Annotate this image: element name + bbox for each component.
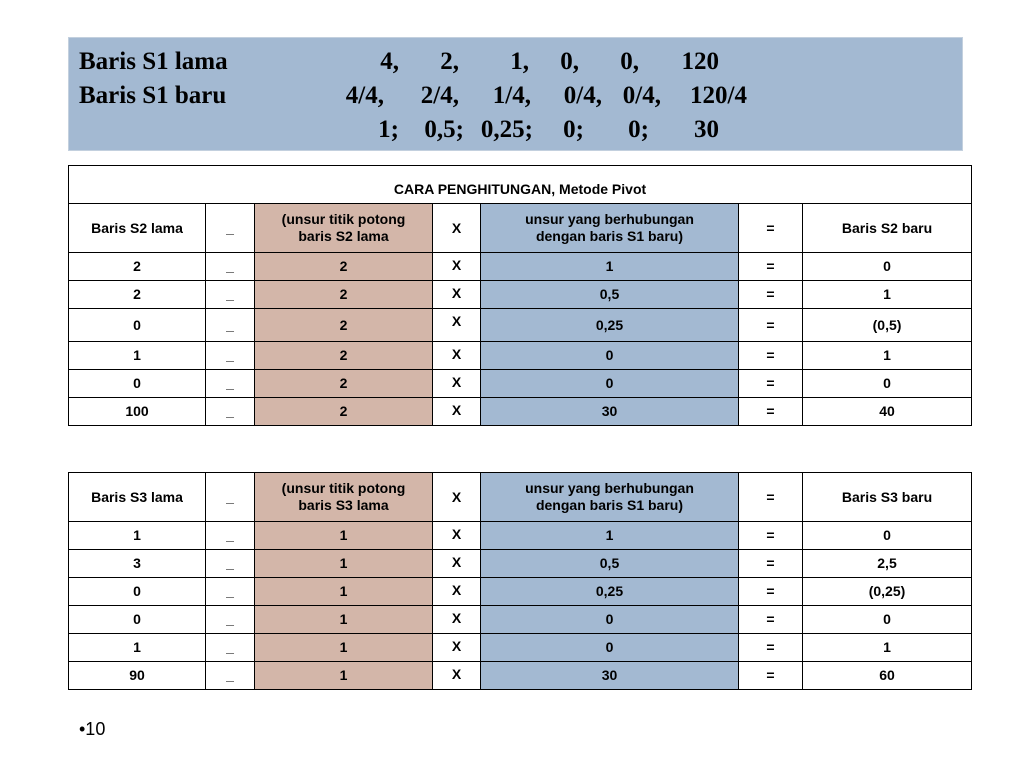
table-cell: _ <box>206 370 255 398</box>
table-cell: 1 <box>255 662 433 690</box>
table-cell: X <box>433 578 481 606</box>
table-cell: 0 <box>481 606 739 634</box>
table-cell: X <box>433 550 481 578</box>
table-cell: 1 <box>803 634 972 662</box>
table-cell: 1 <box>69 634 206 662</box>
table-cell: 30 <box>481 662 739 690</box>
table-cell: 1 <box>255 606 433 634</box>
table-cell: 100 <box>69 398 206 426</box>
pivot-table-s3 <box>68 472 972 690</box>
header-row-value: 120/4 <box>690 82 747 109</box>
header-row-value: 120 <box>681 48 719 75</box>
table-cell: = <box>739 370 803 398</box>
table-cell: 3 <box>69 550 206 578</box>
header-row-value: 2/4, <box>420 82 459 109</box>
table-cell: X <box>433 309 481 342</box>
header-cell: unsur yang berhubungan dengan baris S1 baru) <box>481 473 739 522</box>
table-cell: 1 <box>255 634 433 662</box>
header-row-value: 0/4, <box>622 82 661 109</box>
header-row-value: 0,25; <box>480 116 533 143</box>
table-cell: 2 <box>255 398 433 426</box>
table-title: CARA PENGHITUNGAN, Metode Pivot <box>69 166 972 204</box>
table-row <box>69 253 972 281</box>
table-cell: 0 <box>69 370 206 398</box>
header-cell: (unsur titik potong baris S2 lama <box>255 204 433 253</box>
table-cell: 1 <box>803 342 972 370</box>
header-row-value: 30 <box>694 116 719 143</box>
table-cell: = <box>739 578 803 606</box>
table-cell: (0,5) <box>803 309 972 342</box>
table-cell: 1 <box>255 550 433 578</box>
table-cell: X <box>433 662 481 690</box>
table-cell: 0,25 <box>481 578 739 606</box>
table-cell: 1 <box>255 522 433 550</box>
header-row-value: 1, <box>510 48 529 75</box>
table-row <box>69 522 972 550</box>
table-cell: _ <box>206 550 255 578</box>
header-cell: X <box>433 473 481 522</box>
table-cell: 0 <box>803 253 972 281</box>
table-cell: = <box>739 342 803 370</box>
header-row-value: 0; <box>628 116 649 143</box>
table-row <box>69 606 972 634</box>
table-row <box>69 370 972 398</box>
table-cell: = <box>739 522 803 550</box>
table-cell: 1 <box>69 522 206 550</box>
table-row <box>69 309 972 342</box>
header-row-value: 0/4, <box>563 82 602 109</box>
table-cell: = <box>739 398 803 426</box>
header-cell: _ <box>206 473 255 522</box>
header-cell: = <box>739 473 803 522</box>
table-cell: 0,5 <box>481 281 739 309</box>
table-row <box>69 550 972 578</box>
table-cell: _ <box>206 281 255 309</box>
table-cell: 0 <box>803 370 972 398</box>
table-cell: = <box>739 309 803 342</box>
table-cell: _ <box>206 522 255 550</box>
table-cell: _ <box>206 578 255 606</box>
header-row-value: 0, <box>560 48 579 75</box>
page-number: •10 <box>79 719 106 739</box>
table-cell: 0 <box>69 578 206 606</box>
table-cell: X <box>433 370 481 398</box>
header-row-value: 0,5; <box>424 116 464 143</box>
table-cell: X <box>433 634 481 662</box>
table-cell: 0,25 <box>481 309 739 342</box>
header-cell: Baris S3 lama <box>69 473 206 522</box>
table-cell: 2 <box>69 253 206 281</box>
table-cell: 0,5 <box>481 550 739 578</box>
table-row <box>69 398 972 426</box>
table-cell: 2 <box>69 281 206 309</box>
header-cell: Baris S2 baru <box>803 204 972 253</box>
table-cell: 2 <box>255 281 433 309</box>
header-cell: _ <box>206 204 255 253</box>
table-cell: 0 <box>803 522 972 550</box>
table-cell: X <box>433 253 481 281</box>
table-cell: 40 <box>803 398 972 426</box>
table-cell: _ <box>206 662 255 690</box>
table-row <box>69 281 972 309</box>
table-cell: _ <box>206 606 255 634</box>
table-cell: 1 <box>481 253 739 281</box>
table-cell: = <box>739 281 803 309</box>
pivot-table-s2 <box>68 165 972 426</box>
header-row-value: 2, <box>440 48 459 75</box>
header-row-value: 1; <box>378 116 399 143</box>
header-panel <box>68 37 963 151</box>
table-row <box>69 578 972 606</box>
table-cell: 0 <box>803 606 972 634</box>
table-row <box>69 634 972 662</box>
table-cell: 2,5 <box>803 550 972 578</box>
table-row <box>69 662 972 690</box>
table-cell: 2 <box>255 253 433 281</box>
header-cell: = <box>739 204 803 253</box>
table-cell: 2 <box>255 370 433 398</box>
table-cell: X <box>433 522 481 550</box>
header-row-label: Baris S1 baru <box>79 82 227 109</box>
table-cell: 1 <box>255 578 433 606</box>
table-cell: _ <box>206 309 255 342</box>
table-cell: 60 <box>803 662 972 690</box>
table-cell: 1 <box>69 342 206 370</box>
table-cell: = <box>739 634 803 662</box>
table-cell: X <box>433 398 481 426</box>
table-cell: X <box>433 342 481 370</box>
header-row-label: Baris S1 lama <box>79 48 228 75</box>
table-cell: 90 <box>69 662 206 690</box>
table-cell: = <box>739 662 803 690</box>
table-cell: _ <box>206 398 255 426</box>
table-cell: _ <box>206 342 255 370</box>
header-row-value: 0; <box>563 116 584 143</box>
header-cell: unsur yang berhubungan dengan baris S1 baru) <box>481 204 739 253</box>
table-cell: = <box>739 253 803 281</box>
header-row-value: 0, <box>620 48 639 75</box>
header-cell: (unsur titik potong baris S3 lama <box>255 473 433 522</box>
table-cell: 30 <box>481 398 739 426</box>
table-cell: = <box>739 606 803 634</box>
table-cell: _ <box>206 634 255 662</box>
table-cell: 0 <box>69 309 206 342</box>
table-cell: (0,25) <box>803 578 972 606</box>
table-cell: _ <box>206 253 255 281</box>
header-row-value: 4/4, <box>345 82 384 109</box>
table-cell: 1 <box>481 522 739 550</box>
table-row <box>69 342 972 370</box>
table-cell: 1 <box>803 281 972 309</box>
table-cell: X <box>433 606 481 634</box>
table-cell: = <box>739 550 803 578</box>
header-cell: Baris S2 lama <box>69 204 206 253</box>
table-cell: X <box>433 281 481 309</box>
table-cell: 2 <box>255 309 433 342</box>
table-cell: 0 <box>481 342 739 370</box>
table-cell: 0 <box>481 634 739 662</box>
header-row-value: 4, <box>380 48 399 75</box>
table-cell: 0 <box>481 370 739 398</box>
table-cell: 0 <box>69 606 206 634</box>
header-row-value: 1/4, <box>492 82 531 109</box>
header-cell: X <box>433 204 481 253</box>
header-cell: Baris S3 baru <box>803 473 972 522</box>
table-cell: 2 <box>255 342 433 370</box>
